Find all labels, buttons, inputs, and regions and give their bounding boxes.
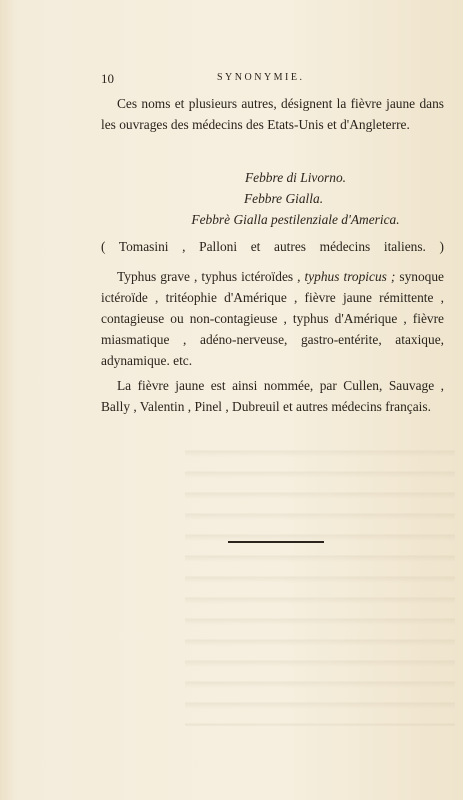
running-head: SYNONYMIE. <box>217 72 305 83</box>
page-number: 10 <box>101 71 114 86</box>
closing-paragraph <box>101 375 444 417</box>
section-divider-rule <box>228 541 324 543</box>
italian-authors-line: ( Tomasini , Palloni et autres médecins italiens. ) <box>101 239 444 254</box>
french-names-paragraph <box>101 266 444 371</box>
italian-name-1: Febbre di Livorno. <box>244 170 347 185</box>
page-header <box>101 71 441 87</box>
italian-name-2: Febbre Gialla. <box>243 191 324 206</box>
intro-paragraph <box>101 93 444 135</box>
french-names-italic: typhus tropicus ; <box>304 269 396 284</box>
show-through-text <box>185 436 455 726</box>
closing-paragraph-text: La fièvre jaune est ainsi nommée, par Cullen, Sauvage , Bally , Valentin , Pinel , Dubreuil et autres médecins français. <box>101 378 444 414</box>
french-names-start: Typhus grave , typhus ictéroïdes , <box>117 269 305 284</box>
intro-paragraph-text: Ces noms et plusieurs autres, désignent la fièvre jaune dans les ouvrages des médecins des Etats-Unis et d'Angleterre. <box>101 96 444 132</box>
italian-name-3: Febbrè Gialla pestilenziale d'America. <box>191 212 400 227</box>
french-names-rest: synoque ictéroïde , tritéophie d'Amérique , fièvre jaune rémittente , contagieuse ou non-contagieuse , typhus d'Amérique , fièvre miasmatique , adéno-nerveuse, gastro-entérite, ataxique, adynamique. etc. <box>101 269 444 368</box>
italian-names-block <box>101 167 444 230</box>
